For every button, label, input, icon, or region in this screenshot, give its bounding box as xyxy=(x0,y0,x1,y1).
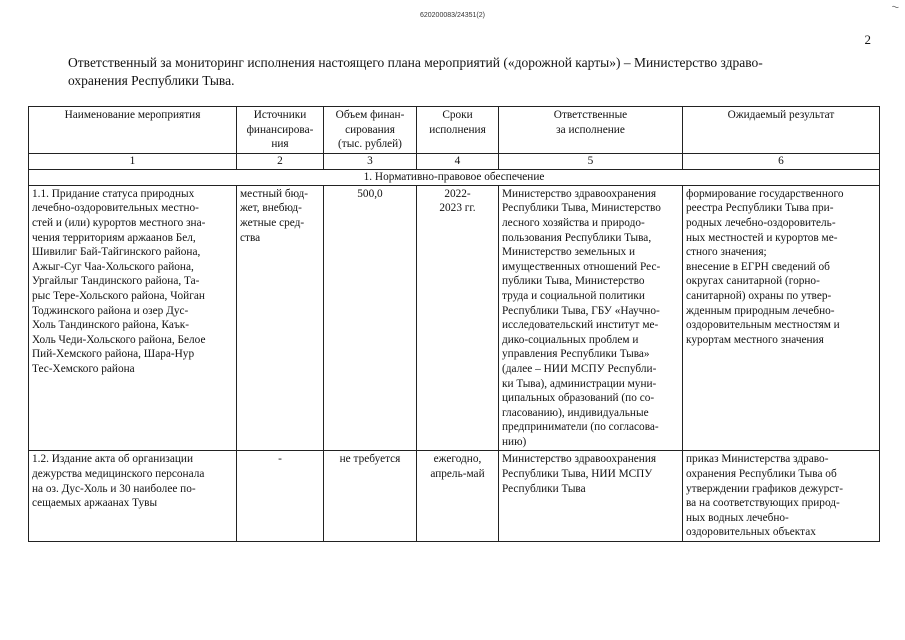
column-number: 4 xyxy=(417,153,499,169)
cell-line: санитарной) охраны по утвер- xyxy=(686,289,832,302)
cell-line: внесение в ЕГРН сведений об xyxy=(686,260,830,273)
cell-line: жденным природным лечебно- xyxy=(686,304,835,317)
cell-line: ства xyxy=(240,231,261,244)
funding-volume-cell xyxy=(324,185,417,451)
cell-line: родных лечебно-оздоровитель- xyxy=(686,216,836,229)
cell-line: охранения Республики Тыва об xyxy=(686,468,837,481)
responsible-cell xyxy=(499,185,683,451)
cell-line: Холь Чеди-Хольского района, Белое xyxy=(32,333,206,346)
column-header-result xyxy=(683,107,880,154)
cell-line: Ожидаемый результат xyxy=(727,109,835,121)
intro-line: охранения Республики Тыва. xyxy=(68,73,235,88)
cell-line: Республики Тыва xyxy=(502,482,586,495)
cell-line: финансирова- xyxy=(246,123,314,136)
result-cell xyxy=(683,185,880,451)
funding-volume-cell xyxy=(324,451,417,542)
cell-line: труда и социальной политики xyxy=(502,289,645,302)
cell-line: жет, внебюд- xyxy=(240,202,302,215)
cell-line: 2023 гг. xyxy=(439,202,476,215)
column-number: 3 xyxy=(324,153,417,169)
cell-line: стей и (или) курортов местного зна- xyxy=(32,216,206,229)
cell-line: пользования Республики Тыва, xyxy=(502,231,652,244)
cell-line: Республики Тыва, ГБУ «Научно- xyxy=(502,304,660,317)
activity-name-cell xyxy=(29,451,237,542)
cell-line: Пий-Хемского района, Шара-Нур xyxy=(32,348,195,361)
cell-line: Ургайлыг Тандинского района, Та- xyxy=(32,275,200,288)
column-header-responsible xyxy=(499,107,683,154)
page-number: 2 xyxy=(864,32,871,47)
cell-line: Ажыг-Суг Чаа-Хольского района, xyxy=(32,260,194,273)
section-title: 1. Нормативно-правовое обеспечение xyxy=(29,169,880,185)
cell-line: (далее – НИИ МСПУ Республи- xyxy=(502,362,657,375)
funding-source-cell xyxy=(237,451,324,542)
cell-line: Министерство здравоохранения xyxy=(502,453,657,466)
cell-line: дико-социальных проблем и xyxy=(502,333,639,346)
cell-line: приказ Министерства здраво- xyxy=(686,453,829,466)
cell-line: 1.1. Придание статуса природных xyxy=(32,187,195,200)
column-header-source xyxy=(237,107,324,154)
table-row xyxy=(29,451,880,542)
cell-line: утверждении графиков дежурст- xyxy=(686,482,844,495)
cell-line: Сроки xyxy=(442,109,473,121)
cell-line: Ответственные xyxy=(553,109,628,121)
cell-line: 500,0 xyxy=(357,187,383,200)
cell-line: местный бюд- xyxy=(240,187,309,200)
cell-line: апрель-май xyxy=(430,468,485,481)
column-number-row xyxy=(29,153,880,169)
cell-line: рыс Тере-Хольского района, Чойган xyxy=(32,289,205,302)
cell-line: ки Тыва), администрации муни- xyxy=(502,377,657,390)
cell-line: округах санитарной (горно- xyxy=(686,275,820,288)
result-cell xyxy=(683,451,880,542)
cell-line: - xyxy=(278,453,282,466)
cell-line: публики Тыва, Министерство xyxy=(502,275,645,288)
cell-line: лечебно-оздоровительных местно- xyxy=(32,202,199,215)
cell-line: за исполнение xyxy=(556,123,625,136)
cell-line: Тоджинского района и озер Дус- xyxy=(32,304,189,317)
cell-line: ципальных образований (по со- xyxy=(502,392,655,405)
cell-line: реестра Республики Тыва при- xyxy=(686,202,834,215)
column-header-volume xyxy=(324,107,417,154)
cell-line: не требуется xyxy=(339,453,401,466)
cell-line: (тыс. рублей) xyxy=(338,138,402,151)
cell-line: жетные сред- xyxy=(240,216,305,229)
cell-line: предприниматели (по согласова- xyxy=(502,421,659,434)
corner-mark: ~ xyxy=(889,1,901,14)
cell-line: исследовательский институт ме- xyxy=(502,319,659,332)
term-cell xyxy=(417,185,499,451)
section-row xyxy=(29,169,880,185)
column-number: 1 xyxy=(29,153,237,169)
term-cell xyxy=(417,451,499,542)
cell-line: на оз. Дус-Холь и 30 наиболее по- xyxy=(32,482,196,495)
cell-line: Наименование мероприятия xyxy=(64,109,201,121)
cell-line: Республики Тыва, НИИ МСПУ xyxy=(502,468,653,481)
cell-line: сещаемых аржаанах Тувы xyxy=(32,497,158,510)
cell-line: 2022- xyxy=(444,187,471,200)
document-id: 620200083/24351(2) xyxy=(419,12,485,19)
cell-line: стного значения; xyxy=(686,246,767,259)
cell-line: ежегодно, xyxy=(433,453,482,466)
cell-line: Министерство земельных и xyxy=(502,246,636,259)
column-number: 5 xyxy=(499,153,683,169)
cell-line: оздоровительных объектах xyxy=(686,526,816,539)
cell-line: Тес-Хемского района xyxy=(32,362,135,375)
cell-line: сирования xyxy=(345,123,395,136)
roadmap-table xyxy=(28,106,880,542)
cell-line: нию) xyxy=(502,435,527,448)
column-header-name xyxy=(29,107,237,154)
cell-line: Шивилиг Бай-Тайгинского района, xyxy=(32,246,201,259)
cell-line: ва на соответствующих природ- xyxy=(686,497,840,510)
cell-line: курортам местного значения xyxy=(686,333,824,346)
cell-line: ных водных лечебно- xyxy=(686,511,789,524)
column-number: 6 xyxy=(683,153,880,169)
cell-line: Министерство здравоохранения xyxy=(502,187,657,200)
cell-line: формирование государственного xyxy=(686,187,844,200)
cell-line: Республики Тыва, Министерство xyxy=(502,202,661,215)
cell-line: лесного хозяйства и природо- xyxy=(502,216,645,229)
intro-line: Ответственный за мониторинг исполнения настоящего плана мероприятий («дорожной карты») – Министерство здраво- xyxy=(68,55,763,70)
table-row xyxy=(29,185,880,451)
cell-line: Объем финан- xyxy=(335,109,405,121)
column-header-term xyxy=(417,107,499,154)
cell-line: дежурства медицинского персонала xyxy=(32,468,205,481)
cell-line: ных местностей и курортов ме- xyxy=(686,231,838,244)
cell-line: чения территориям аржаанов Бел, xyxy=(32,231,196,244)
cell-line: оздоровительным местностям и xyxy=(686,319,840,332)
cell-line: Холь Тандинского района, Каък- xyxy=(32,319,190,332)
cell-line: ния xyxy=(271,138,289,151)
cell-line: имущественных отношений Рес- xyxy=(502,260,661,273)
table-header-row xyxy=(29,107,880,154)
cell-line: управления Республики Тыва» xyxy=(502,348,650,361)
intro-paragraph xyxy=(68,54,880,90)
cell-line: гласованию), индивидуальные xyxy=(502,406,649,419)
funding-source-cell xyxy=(237,185,324,451)
activity-name-cell xyxy=(29,185,237,451)
cell-line: исполнения xyxy=(429,123,486,136)
responsible-cell xyxy=(499,451,683,542)
cell-line: 1.2. Издание акта об организации xyxy=(32,453,194,466)
cell-line: Источники xyxy=(253,109,307,121)
column-number: 2 xyxy=(237,153,324,169)
